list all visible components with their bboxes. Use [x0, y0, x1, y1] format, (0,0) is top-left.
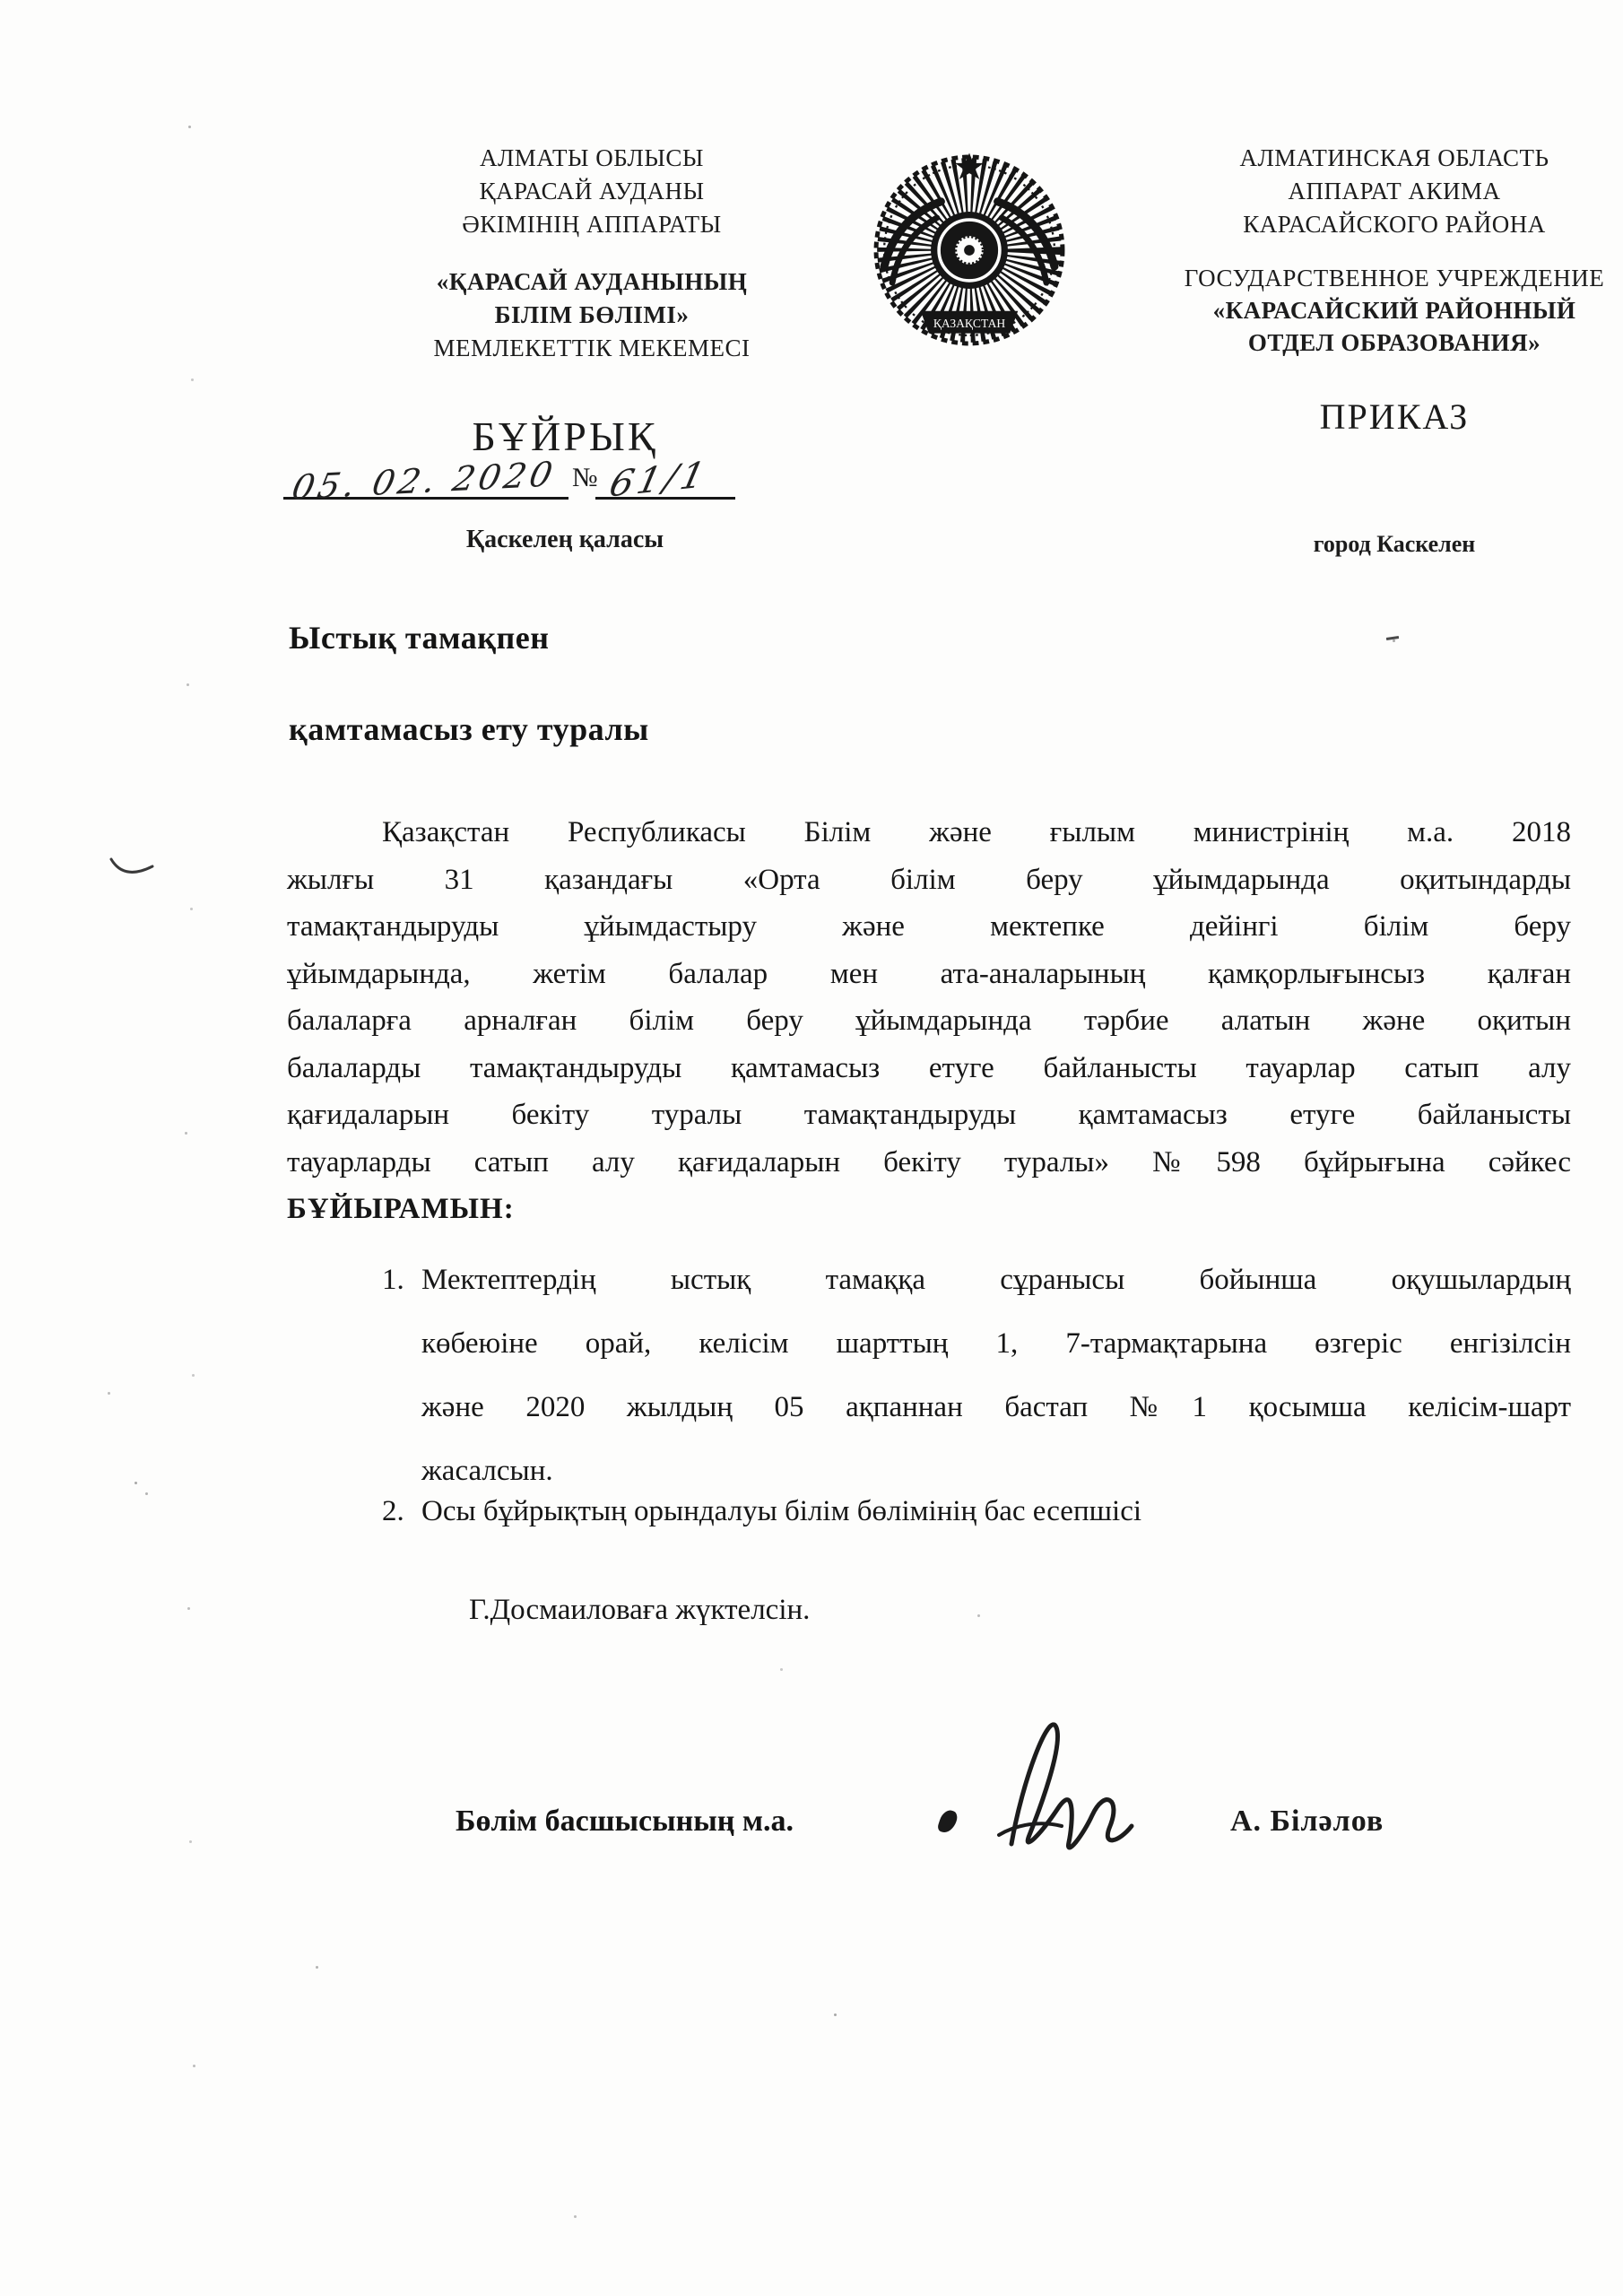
item-line: Осы бұйрықтың орындалуы білім бөлімінің бас есепшісі	[421, 1495, 1142, 1527]
header-left-organization	[377, 265, 807, 365]
body-line: тауарларды сатып алу қағидаларын бекіту туралы» №598 бұйрығына сәйкес	[287, 1145, 1571, 1178]
subject-line: қамтамасыз ету туралы	[289, 711, 649, 747]
item-number: 1.	[382, 1264, 404, 1296]
handwritten-signature	[986, 1700, 1139, 1889]
org-name-ru-line: «КАРАСАЙСКИЙ РАЙОННЫЙ	[1212, 297, 1576, 324]
scan-dash-artifact	[1386, 636, 1399, 640]
body-line: жылғы 31 қазандағы «Орта білім беру ұйымдарында оқитындарды	[287, 863, 1571, 896]
city-russian: город Каскелен	[1313, 531, 1476, 557]
body-line: тамақтандыруды ұйымдастыру және мектепке дейінгі білім беру	[287, 910, 1571, 943]
item-line: және 2020 жылдың 05 ақпаннан бастап №1 қосымша келісім-шарт	[421, 1391, 1571, 1423]
header-right-line: АЛМАТИНСКАЯ ОБЛАСТЬ	[1239, 144, 1549, 171]
ink-mark	[936, 1808, 959, 1835]
subject-line: Ыстық тамақпен	[289, 620, 550, 656]
body-line: балаларға арналған білім беру ұйымдарында тәрбие алатын және оқитын	[287, 1004, 1571, 1037]
doc-type-russian: ПРИКАЗ	[1319, 396, 1470, 437]
header-left-line: АЛМАТЫ ОБЛЫСЫ	[480, 144, 704, 171]
body-line: ұйымдарында, жетім балалар мен ата-аналарының қамқорлығынсыз қалған	[287, 957, 1571, 990]
city-kazakh: Қаскелең қаласы	[465, 526, 664, 553]
header-right-line: АППАРАТ АКИМА	[1288, 178, 1501, 204]
number-sign: №	[572, 463, 598, 492]
header-left-line: ҚАРАСАЙ АУДАНЫ	[479, 178, 705, 204]
item-number: 2.	[382, 1495, 404, 1527]
date-fill-line	[283, 450, 568, 508]
handwritten-date: 05. 02. 2020	[288, 454, 560, 508]
resolution-word: БҰЙЫРАМЫН:	[287, 1193, 515, 1225]
header-right-organization	[1166, 262, 1623, 359]
body-line: балаларды тамақтандыруды қамтамасыз етуге байланысты тауарлар сатып алу	[287, 1051, 1571, 1084]
header-left-apparatus	[377, 142, 807, 241]
org-name-kz-line: «ҚАРАСАЙ АУДАНЫНЫҢ	[436, 268, 748, 295]
item-line: Г.Досмаиловаға жүктелсін.	[469, 1594, 811, 1626]
kazakhstan-coat-of-arms-icon	[868, 149, 1071, 352]
org-name-kz-line: БІЛІМ БӨЛІМІ»	[494, 301, 690, 328]
org-name-ru-line: ОТДЕЛ ОБРАЗОВАНИЯ»	[1247, 329, 1541, 356]
order-preamble	[287, 809, 1571, 1233]
org-type-kz: МЕМЛЕКЕТТІК МЕКЕМЕСІ	[433, 335, 751, 361]
item-line: жасалсын.	[421, 1455, 553, 1487]
scan-speckle	[188, 126, 191, 128]
body-line: Қазақстан Республикасы Білім және ғылым министрінің м.а. 2018	[382, 816, 1571, 848]
header-right-apparatus	[1166, 142, 1623, 241]
signer-position: Бөлім басшысының м.а.	[456, 1805, 794, 1838]
header-left-line: ӘКІМІНІҢ АППАРАТЫ	[462, 211, 722, 238]
number-fill-line	[595, 450, 735, 506]
margin-pen-mark	[108, 850, 161, 886]
handwritten-number: 61/1	[605, 454, 713, 506]
body-line: қағидаларын бекіту туралы тамақтандыруды қамтамасыз етуге байланысты	[287, 1099, 1571, 1131]
item-line: Мектептердің ыстық тамаққа сұранысы бойынша оқушылардың	[421, 1264, 1571, 1296]
signer-name: А. Біләлов	[1230, 1805, 1384, 1838]
emblem-banner-text: ҚАЗАҚСТАН	[933, 316, 1006, 330]
doc-type-kazakh: БҰЙРЫҚ	[472, 413, 658, 459]
order-item-1	[382, 1248, 1571, 1503]
order-item-2	[382, 1480, 1571, 1642]
header-right-line: КАРАСАЙСКОГО РАЙОНА	[1243, 211, 1546, 238]
item-line: көбеюіне орай, келісім шарттың 1, 7-тармақтарына өзгеріс енгізілсін	[421, 1327, 1571, 1360]
org-type-ru: ГОСУДАРСТВЕННОЕ УЧРЕЖДЕНИЕ	[1184, 265, 1605, 291]
